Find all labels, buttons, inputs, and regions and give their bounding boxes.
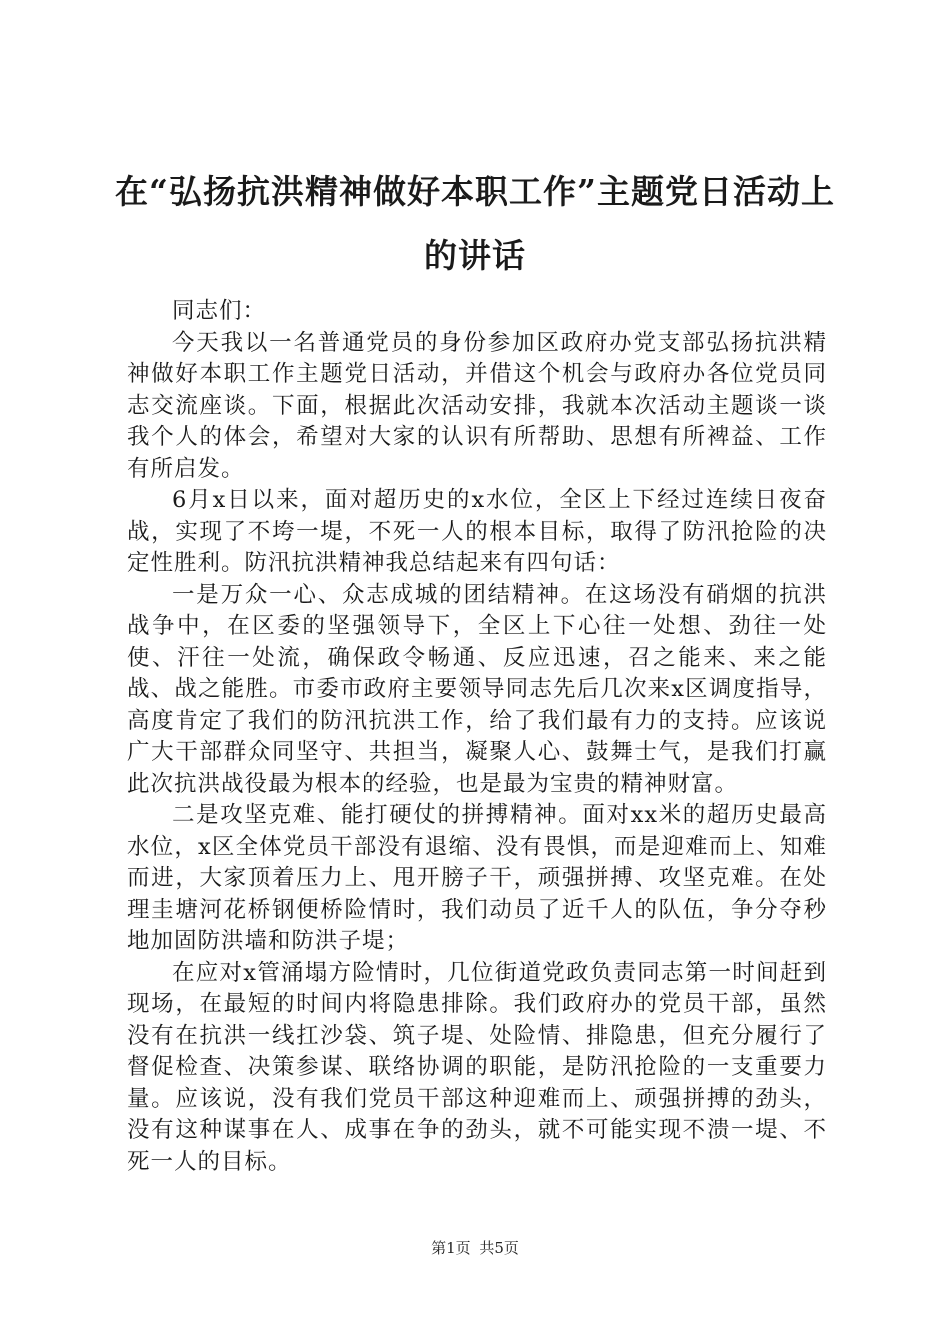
paragraph: 在应对x管涌塌方险情时，几位街道党政负责同志第一时间赶到现场，在最短的时间内将隐患排除。我们政府办的党员干部，虽然没有在抗洪一线扛沙袋、筑子堤、处险情、排隐患，但充分履行了督促检查、决策参谋、联络协调的职能，是防汛抢险的一支重要力量。应该说，没有我们党员干部这种迎难而上、顽强拼搏的劲头，没有这种谋事在人、成事在争的劲头，就不可能实现不溃一堤、不死一人的目标。	[127, 959, 827, 1175]
document-title: 在“弘扬抗洪精神做好本职工作”主题党日活动上的讲话	[115, 172, 835, 275]
paragraph: 6月x日以来，面对超历史的x水位，全区上下经过连续日夜奋战，实现了不垮一堤，不死一人的根本目标，取得了防汛抢险的决定性胜利。防汛抗洪精神我总结起来有四句话：	[127, 487, 827, 576]
paragraph-greeting: 同志们：	[172, 298, 267, 324]
page-footer	[0, 1238, 950, 1258]
document-body	[127, 296, 827, 1178]
paragraph: 一是万众一心、众志成城的团结精神。在这场没有硝烟的抗洪战争中，在区委的坚强领导下，全区上下心往一处想、劲往一处使、汗往一处流，确保政令畅通、反应迅速，召之能来、来之能战、战之能胜。市委市政府主要领导同志先后几次来x区调度指导，高度肯定了我们的防汛抗洪工作，给了我们最有力的支持。应该说广大干部群众同坚守、共担当，凝聚人心、鼓舞士气，是我们打赢此次抗洪战役最为根本的经验，也是最为宝贵的精神财富。	[127, 581, 827, 797]
page-total: 共5页	[479, 1239, 519, 1257]
page-number: 第1页	[431, 1239, 471, 1257]
paragraph: 今天我以一名普通党员的身份参加区政府办党支部弘扬抗洪精神做好本职工作主题党日活动，并借这个机会与政府办各位党员同志交流座谈。下面，根据此次活动安排，我就本次活动主题谈一谈我个人的体会，希望对大家的认识有所帮助、思想有所裨益、工作有所启发。	[127, 329, 827, 482]
paragraph: 二是攻坚克难、能打硬仗的拼搏精神。面对xx米的超历史最高水位，x区全体党员干部没有退缩、没有畏惧，而是迎难而上、知难而进，大家顶着压力上、甩开膀子干，顽强拼搏、攻坚克难。在处理圭塘河花桥钢便桥险情时，我们动员了近千人的队伍，争分夺秒地加固防洪墙和防洪子堤；	[127, 802, 827, 954]
